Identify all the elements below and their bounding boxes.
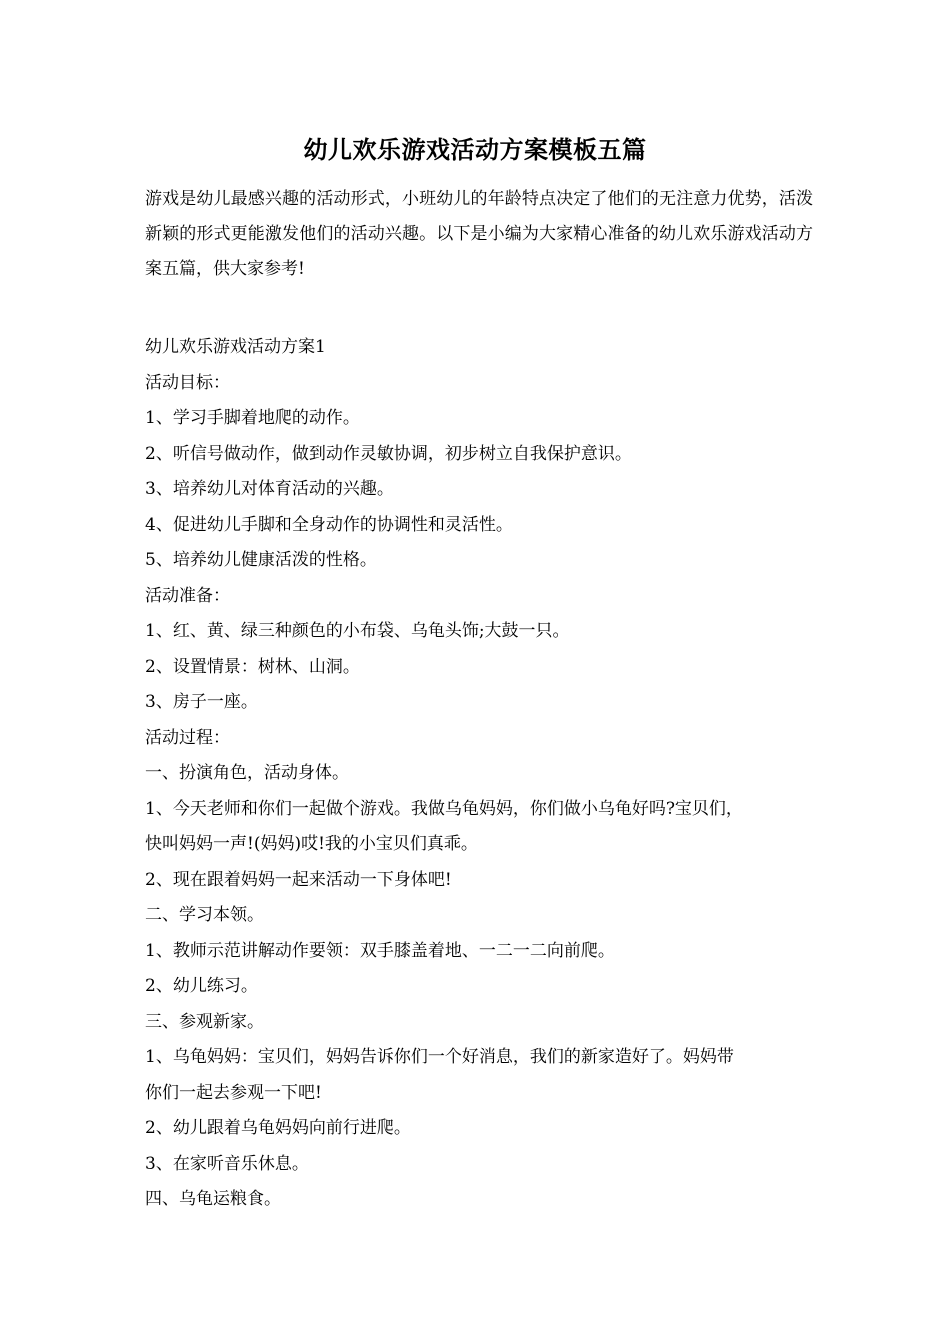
text-line: 二、学习本领。 — [145, 905, 264, 925]
text-line: 4、促进幼儿手脚和全身动作的协调性和灵活性。 — [145, 514, 513, 535]
text-line: 你们一起去参观一下吧! — [145, 1082, 322, 1103]
text-line: 1、教师示范讲解动作要领：双手膝盖着地、一二一二向前爬。 — [145, 940, 615, 961]
section-heading: 幼儿欢乐游戏活动方案1 — [145, 337, 326, 357]
text-line: 1、红、黄、绿三种颜色的小布袋、乌龟头饰;大鼓一只。 — [145, 621, 570, 641]
text-line: 1、学习手脚着地爬的动作。 — [145, 408, 360, 428]
subheading-process: 活动过程： — [145, 727, 230, 748]
intro-paragraph: 游戏是幼儿最感兴趣的活动形式，小班幼儿的年龄特点决定了他们的无注意力优势，活泼新颖的形式更能激发他们的活动兴趣。以下是小编为大家精心准备的幼儿欢乐游戏活动方案五篇，供大家参考! — [145, 189, 813, 279]
text-line: 2、幼儿跟着乌龟妈妈向前行进爬。 — [145, 1118, 411, 1138]
text-line: 5、培养幼儿健康活泼的性格。 — [145, 550, 377, 570]
text-line: 3、培养幼儿对体育活动的兴趣。 — [145, 479, 394, 499]
subheading-goals: 活动目标： — [145, 372, 230, 393]
text-line: 一、扮演角色，活动身体。 — [145, 763, 349, 783]
text-line: 3、房子一座。 — [145, 692, 258, 712]
text-line: 快叫妈妈一声!(妈妈)哎!我的小宝贝们真乖。 — [145, 834, 478, 854]
document-title: 幼儿欢乐游戏活动方案模板五篇 — [303, 135, 647, 164]
text-line: 2、幼儿练习。 — [145, 976, 258, 996]
document-body — [145, 330, 835, 1218]
text-line: 2、现在跟着妈妈一起来活动一下身体吧! — [145, 869, 452, 890]
text-line: 1、乌龟妈妈：宝贝们，妈妈告诉你们一个好消息，我们的新家造好了。妈妈带 — [145, 1047, 734, 1067]
text-line: 3、在家听音乐休息。 — [145, 1153, 309, 1174]
text-line: 2、听信号做动作，做到动作灵敏协调，初步树立自我保护意识。 — [145, 443, 632, 464]
text-line: 四、乌龟运粮食。 — [145, 1189, 281, 1209]
text-line: 1、今天老师和你们一起做个游戏。我做乌龟妈妈，你们做小乌龟好吗?宝贝们， — [145, 798, 743, 819]
text-line: 2、设置情景：树林、山洞。 — [145, 656, 360, 677]
text-line: 三、参观新家。 — [145, 1011, 264, 1032]
subheading-preparation: 活动准备： — [145, 585, 230, 606]
